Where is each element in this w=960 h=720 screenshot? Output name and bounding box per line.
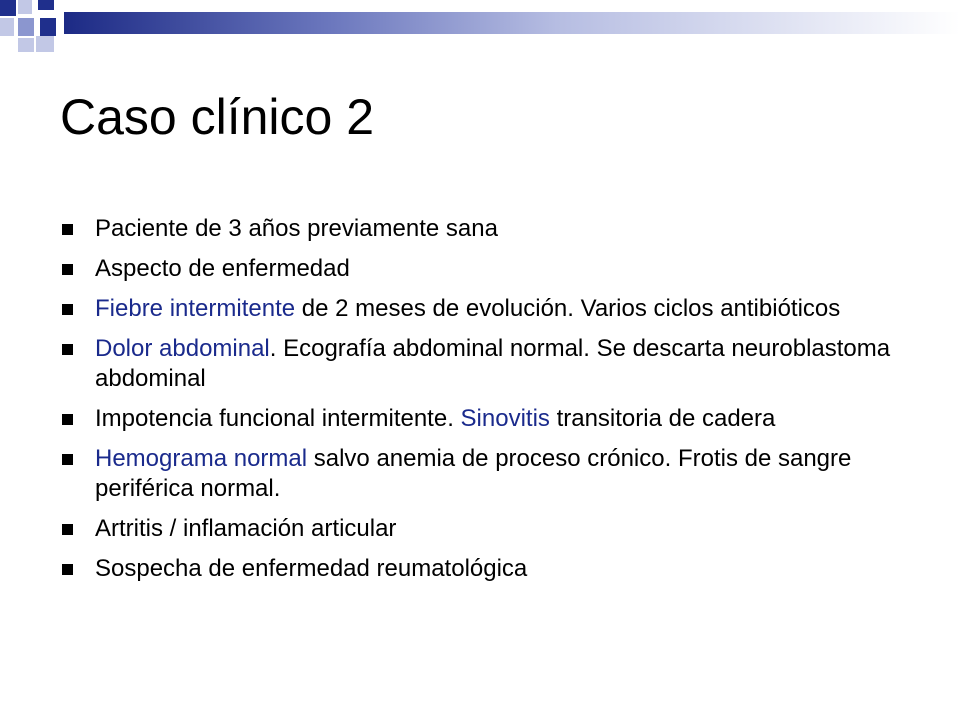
square-bullet-icon — [62, 224, 73, 235]
bullet-item — [60, 334, 920, 394]
bullet-item — [60, 294, 920, 324]
square-bullet-icon — [62, 564, 73, 575]
decor-square-3 — [38, 0, 54, 10]
square-bullet-icon — [62, 344, 73, 355]
bullet-text: transitoria de cadera — [549, 405, 776, 432]
decor-square-1 — [0, 0, 16, 16]
decor-square-5 — [18, 18, 34, 36]
bullet-item — [60, 514, 920, 544]
bullet-item — [60, 214, 920, 244]
bullet-text: Sospecha de enfermedad reumatológica — [95, 555, 528, 582]
square-bullet-icon — [62, 414, 73, 425]
square-bullet-icon — [62, 454, 73, 465]
bullet-list — [60, 214, 920, 594]
square-bullet-icon — [62, 524, 73, 535]
decor-square-6 — [40, 18, 56, 36]
decor-square-4 — [0, 18, 14, 36]
bullet-text: de 2 meses de evolución. Varios ciclos antibióticos — [295, 295, 841, 322]
bullet-item — [60, 554, 920, 584]
slide-title: Caso clínico 2 — [60, 89, 375, 145]
bullet-item — [60, 254, 920, 284]
decor-square-8 — [36, 36, 54, 52]
bullet-text: salvo anemia de proceso crónico. Frotis de sangre periférica normal. — [95, 445, 852, 502]
bullet-text: Artritis / inflamación articular — [95, 515, 397, 542]
bullet-item — [60, 404, 920, 434]
bullet-text: . Ecografía abdominal normal. Se descarta neuroblastoma abdominal — [95, 335, 891, 392]
highlighted-text: Fiebre intermitente — [95, 295, 296, 322]
highlighted-text: Sinovitis — [460, 405, 550, 432]
bullet-text: Paciente de 3 años previamente sana — [95, 215, 498, 242]
decor-square-2 — [18, 0, 32, 14]
header-gradient-bar — [64, 12, 960, 34]
square-bullet-icon — [62, 264, 73, 275]
bullet-text: Aspecto de enfermedad — [95, 255, 350, 282]
decor-square-7 — [18, 38, 34, 52]
highlighted-text: Dolor abdominal — [95, 335, 270, 362]
bullet-item — [60, 444, 920, 504]
square-bullet-icon — [62, 304, 73, 315]
highlighted-text: Hemograma normal — [95, 445, 308, 472]
bullet-text: Impotencia funcional intermitente. — [95, 405, 461, 432]
